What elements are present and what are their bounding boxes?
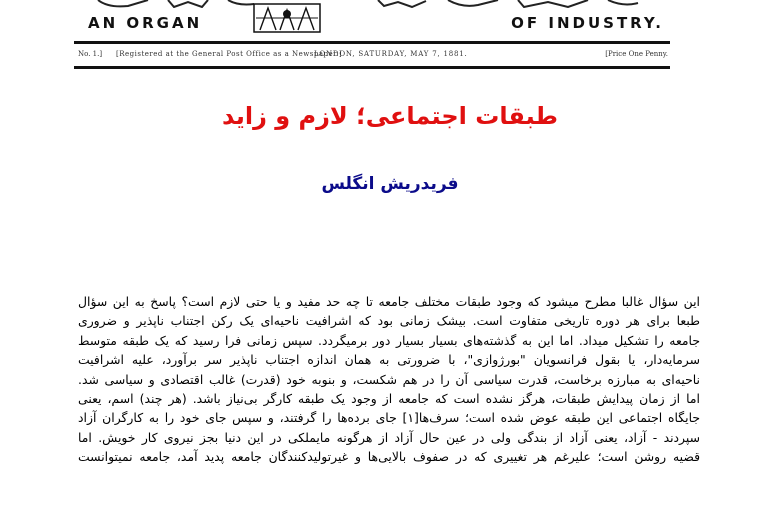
masthead-bottom-rule bbox=[74, 66, 670, 69]
body-line: سپردند - آزاد، یعنی آزاد از بندگی ولی در عین حال آزاد از هرگونه مایملکی در این دنیا بجز نیروی کار خویش. اما bbox=[78, 429, 700, 445]
masthead-emblem-icon bbox=[248, 0, 326, 36]
body-line: جامعه را تشکیل میداد. اما این به گذشته‌های بسیار بسیار دور برمیگردد. سپس زمانی فرا رسید که یک طبقه متوسط bbox=[78, 332, 700, 348]
masthead-tagline bbox=[88, 10, 664, 36]
body-line: اما از زمان پیدایش طبقات، هرگز نشده است که جامعه از وجود یک طبقه کارگر بی‌نیاز باشد. (هر چند) اسم، یعنی bbox=[78, 391, 700, 407]
body-line: سرمایه‌دار، یا بقول فرانسویان "بورژوازی"، با ضرورتی به همان اندازه اجتناب ناپذیر سر برآورد، علیه اشرافیت bbox=[78, 352, 700, 368]
article-body bbox=[78, 292, 700, 467]
article-author: فریدریش انگلس bbox=[321, 174, 459, 194]
masthead bbox=[78, 0, 664, 40]
tagline-left: AN ORGAN bbox=[88, 14, 203, 32]
body-line: قضیه روشن است؛ علیرغم هر تغییری که در صفوف بالایی‌ها و غیرتولیدکنندگان جامعه پدید آمد، جامعه نمیتوانست bbox=[78, 449, 700, 465]
issue-date: LONDON, SATURDAY, MAY 7, 1881. bbox=[314, 50, 468, 58]
registration-note: [Registered at the General Post Office as a Newspaper.] bbox=[116, 50, 343, 58]
masthead-title-artwork bbox=[78, 0, 664, 8]
masthead-dateline bbox=[78, 48, 668, 62]
body-line: ناحیه‌ای به مبارزه برخاست، قدرت سیاسی آن را در هم شکست، و بنوبه خود (قدرت) غالب اقتصادی و سیاسی شد. bbox=[78, 371, 700, 387]
issue-price: [Price One Penny. bbox=[605, 50, 668, 58]
body-line: این سؤال غالبا مطرح میشود که وجود طبقات مختلف جامعه تا چه حد مفید و یا حتی لازم است؟ پاسخ به این سؤال bbox=[78, 294, 700, 309]
tagline-right: OF INDUSTRY. bbox=[511, 14, 664, 32]
masthead-top-rule bbox=[74, 41, 670, 44]
issue-number: No. 1.] bbox=[78, 50, 103, 58]
body-line: طبعا برای هر دوره تاریخی متفاوت است. بیشک زمانی بود که اشرافیت ناحیه‌ای یک رکن اجتناب ناپذیر و ضروری bbox=[78, 313, 700, 329]
article-title: طبقات اجتماعی؛ لازم و زاید bbox=[221, 102, 559, 130]
body-line: جایگاه اجتماعی این طبقه عوض شده است؛ سرف‌ها[۱] جای برده‌ها را گرفتند، و سپس جای خود را به کارگران آزاد bbox=[78, 410, 700, 426]
